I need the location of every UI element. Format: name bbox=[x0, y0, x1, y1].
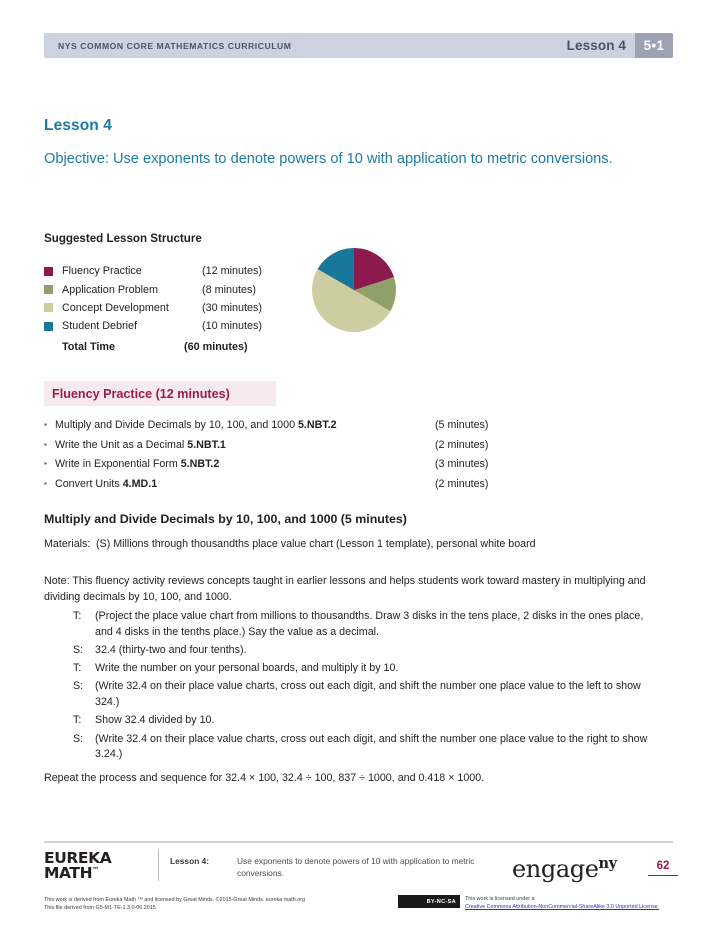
engage-text: engage bbox=[512, 855, 599, 883]
list-item bbox=[44, 458, 624, 478]
eureka-logo-line1: EUREKA bbox=[44, 849, 112, 867]
bullet-icon: ▪ bbox=[44, 420, 47, 429]
structure-heading: Suggested Lesson Structure bbox=[44, 232, 202, 245]
bullet-icon: ▪ bbox=[44, 439, 47, 449]
dialogue-block bbox=[73, 609, 663, 765]
fluency-item-text: Write the Unit as a Decimal 5.NBT.1 bbox=[55, 438, 226, 451]
page-number: 62 bbox=[648, 860, 678, 876]
page-title: Lesson 4 bbox=[44, 117, 112, 134]
lesson-objective: Objective: Use exponents to denote powers of 10 with application to metric conversions. bbox=[44, 151, 613, 167]
legend-label: Application Problem bbox=[62, 283, 159, 296]
fluency-item-time: (3 minutes) bbox=[435, 458, 489, 470]
materials-value: (S) Millions through thousandths place value chart (Lesson 1 template), personal white board bbox=[96, 538, 536, 550]
list-item bbox=[44, 439, 624, 459]
ny-superscript: ny bbox=[598, 855, 617, 872]
curriculum-title: NYS COMMON CORE MATHEMATICS CURRICULUM bbox=[58, 40, 292, 51]
dialogue-text: (Write 32.4 on their place value charts, cross out each digit, and shift the number one place value to the left to show 324.) bbox=[95, 680, 641, 709]
dialogue-speaker: S: bbox=[73, 643, 84, 656]
footer-lesson-description: Use exponents to denote powers of 10 with application to metric conversions. bbox=[237, 856, 475, 878]
footer-lesson-label: Lesson 4: bbox=[170, 856, 210, 866]
dialogue-text: Write the number on your personal boards, and multiply it by 10. bbox=[95, 662, 399, 675]
legend-label: Concept Development bbox=[62, 301, 169, 314]
legend-label: Student Debrief bbox=[62, 320, 138, 333]
fluency-practice-title: Fluency Practice (12 minutes) bbox=[52, 386, 230, 401]
legend-total-label: Total Time bbox=[62, 340, 115, 353]
legend-label: Fluency Practice bbox=[62, 265, 142, 278]
dialogue-row bbox=[73, 732, 663, 763]
legend-item bbox=[44, 317, 294, 335]
license-text-group bbox=[465, 895, 659, 911]
legend-item bbox=[44, 262, 294, 280]
creative-commons-block bbox=[398, 895, 659, 911]
dialogue-row bbox=[73, 643, 663, 659]
structure-legend bbox=[44, 262, 294, 356]
legend-total-row bbox=[44, 338, 294, 356]
dialogue-row bbox=[73, 713, 663, 729]
list-item bbox=[44, 419, 624, 439]
legend-time: (8 minutes) bbox=[202, 283, 257, 296]
module-badge: 5•1 bbox=[635, 33, 673, 58]
materials-line bbox=[44, 538, 664, 550]
fluency-practice-list bbox=[44, 419, 624, 497]
legend-time: (30 minutes) bbox=[202, 301, 263, 314]
footer-vertical-divider bbox=[158, 849, 159, 881]
license-link[interactable]: Creative Commons Attribution-NonCommercial-ShareAlike 3.0 Unported License. bbox=[465, 904, 660, 911]
legend-item bbox=[44, 280, 294, 298]
license-text: This work is licensed under a bbox=[465, 896, 535, 902]
fluency-item-text: Write in Exponential Form 5.NBT.2 bbox=[55, 458, 220, 470]
dialogue-speaker: S: bbox=[73, 680, 84, 693]
lesson-structure-pie-chart bbox=[312, 248, 396, 332]
legend-item bbox=[44, 299, 294, 317]
fluency-item-text: Multiply and Divide Decimals by 10, 100, and 1000 5.NBT.2 bbox=[55, 419, 337, 431]
dialogue-text: (Project the place value chart from millions to thousandths. Draw 3 disks in the tens place, 2 disks in the ones place, and 4 disks in the tenths place.) Say the value as a decimal. bbox=[95, 610, 644, 638]
fluency-practice-banner bbox=[44, 381, 276, 406]
dialogue-speaker: T: bbox=[73, 610, 82, 622]
eureka-math-logo bbox=[44, 851, 111, 881]
dialogue-speaker: T: bbox=[73, 662, 82, 675]
page-header bbox=[44, 33, 673, 58]
fluency-item-time: (2 minutes) bbox=[435, 438, 489, 451]
fluency-item-time: (2 minutes) bbox=[435, 477, 489, 490]
eureka-logo-line2: MATH bbox=[44, 864, 93, 883]
dialogue-text: 32.4 (thirty-two and four tenths). bbox=[95, 643, 247, 656]
repeat-instruction: Repeat the process and sequence for 32.4 × 100, 32.4 ÷ 100, 837 ÷ 1000, and 0.418 × 1000. bbox=[44, 772, 485, 784]
materials-label: Materials: bbox=[44, 538, 91, 550]
legend-total-time: (60 minutes) bbox=[184, 340, 248, 353]
legend-swatch-debrief bbox=[44, 322, 53, 331]
copyright-notice bbox=[44, 896, 384, 913]
dialogue-row bbox=[73, 661, 663, 677]
dialogue-row bbox=[73, 679, 663, 710]
dialogue-text: (Write 32.4 on their place value charts, cross out each digit, and shift the number one place value to the right to show 3.24.) bbox=[95, 732, 648, 761]
bullet-icon: ▪ bbox=[44, 459, 47, 468]
footer-divider-rule bbox=[44, 841, 673, 843]
legend-time: (12 minutes) bbox=[202, 265, 263, 278]
copyright-line-2: This file derived from G5-M1-TE-1.3.0-06.2015 bbox=[44, 905, 156, 912]
copyright-line-1: This work is derived from Eureka Math ™ and licensed by Great Minds. ©2015-Great Minds. eureka math.org bbox=[44, 897, 306, 903]
bullet-icon: ▪ bbox=[44, 478, 47, 488]
legend-swatch-concept bbox=[44, 303, 53, 312]
legend-swatch-application bbox=[44, 285, 53, 294]
dialogue-speaker: S: bbox=[73, 732, 84, 745]
list-item bbox=[44, 478, 624, 498]
fluency-item-text: Convert Units 4.MD.1 bbox=[55, 477, 158, 490]
trademark-icon: ™ bbox=[92, 865, 100, 874]
activity-note: Note: This fluency activity reviews concepts taught in earlier lessons and helps students work toward mastery in multiplying and dividing decimals by 10, 100, and 1000. bbox=[44, 575, 646, 604]
dialogue-speaker: T: bbox=[73, 714, 82, 727]
creative-commons-badge-icon: BY-NC-SA bbox=[398, 895, 460, 908]
fluency-item-time: (5 minutes) bbox=[435, 419, 489, 431]
legend-swatch-fluency bbox=[44, 267, 53, 276]
dialogue-text: Show 32.4 divided by 10. bbox=[95, 714, 215, 727]
header-right-group bbox=[567, 33, 673, 58]
legend-time: (10 minutes) bbox=[202, 320, 263, 333]
engageny-logo bbox=[512, 855, 617, 883]
dialogue-row bbox=[73, 609, 663, 640]
header-lesson-label: Lesson 4 bbox=[566, 38, 626, 53]
activity-heading: Multiply and Divide Decimals by 10, 100, and 1000 (5 minutes) bbox=[44, 512, 407, 526]
